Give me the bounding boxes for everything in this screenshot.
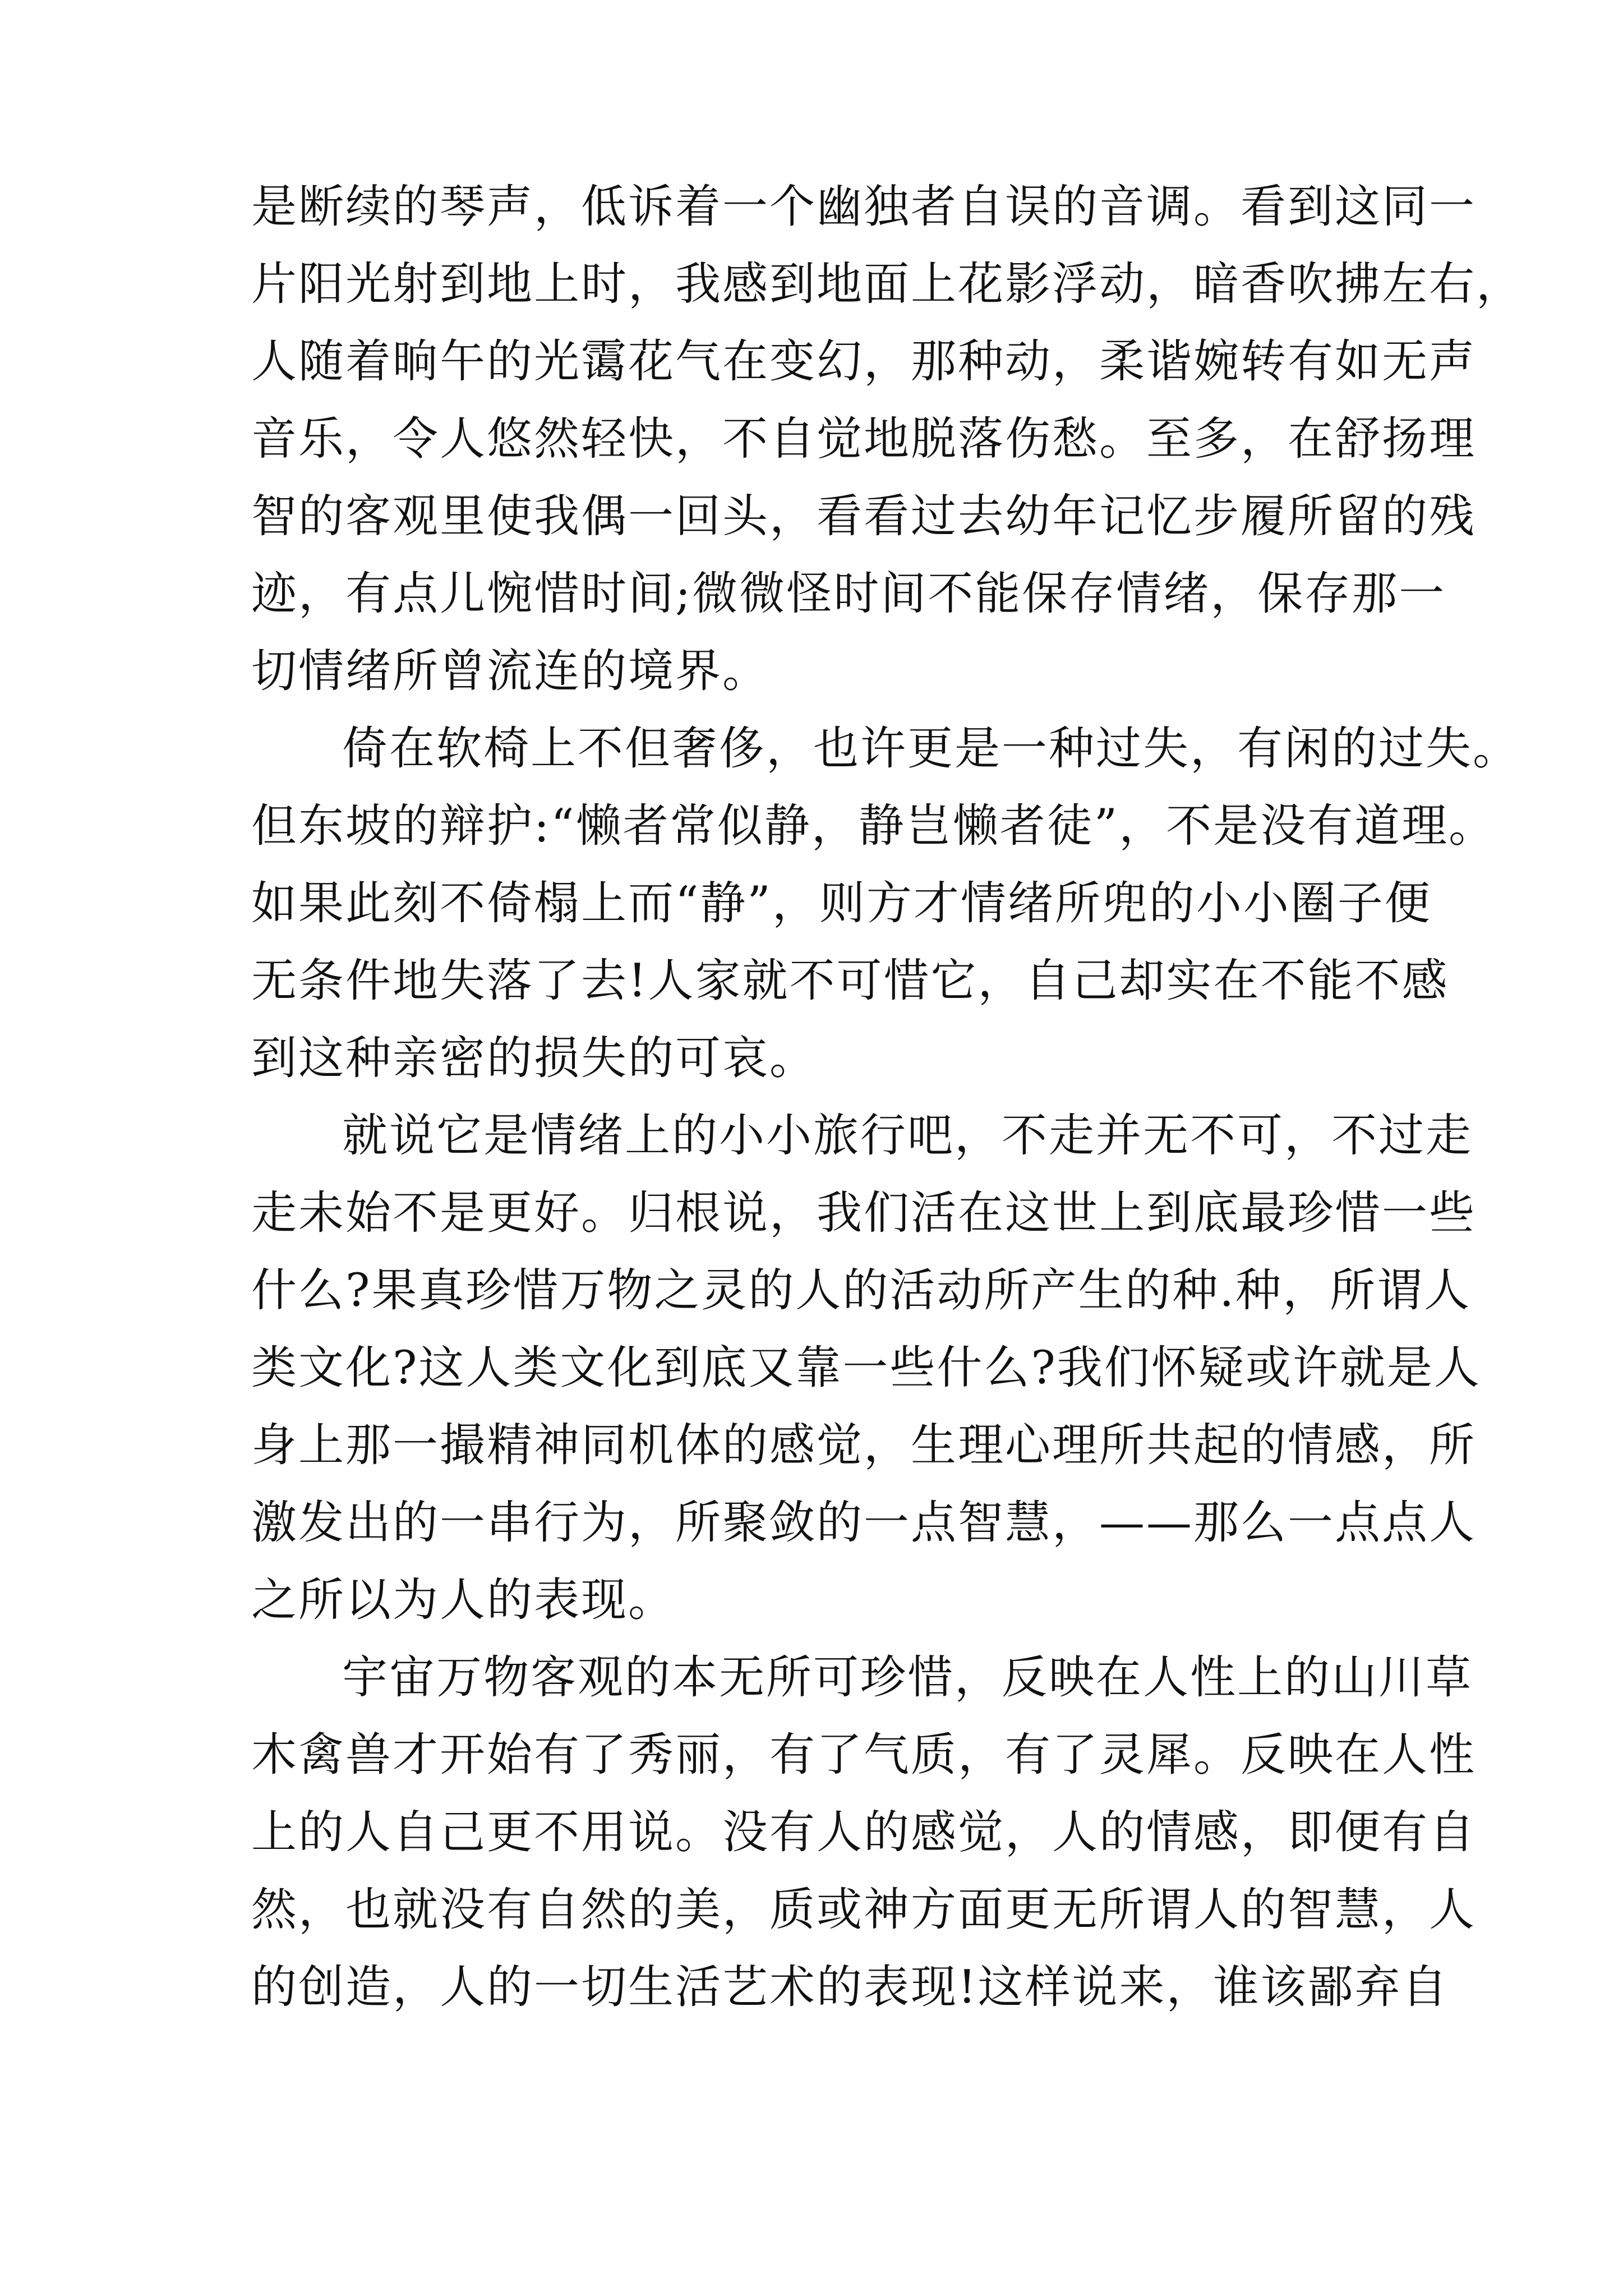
text-line: 人随着晌午的光霭花气在变幻，那种动，柔谐婉转有如无声 (251, 335, 1477, 388)
text-line: 但东坡的辩护:“懒者常似静，静岂懒者徒”，不是没有道理。 (251, 800, 1496, 853)
text-line: 切情绪所曾流连的境界。 (251, 645, 770, 698)
text-line: 然，也就没有自然的美，质或神方面更无所谓人的智慧，人 (251, 1884, 1477, 1936)
paragraph-first-line: 就说它是情绪上的小小旅行吧，不走并无不可，不过走 (342, 1110, 1473, 1162)
text-line: 身上那一撮精神同机体的感觉，生理心理所共起的情感，所 (251, 1419, 1477, 1472)
text-line: 智的客观里使我偶一回头，看看过去幼年记忆步履所留的残 (251, 490, 1477, 543)
text-line: 类文化?这人类文化到底又靠一些什么?我们怀疑或许就是人 (251, 1342, 1481, 1395)
text-line: 无条件地失落了去!人家就不可惜它，自己却实在不能不感 (251, 955, 1449, 1007)
text-line: 音乐，令人悠然轻快，不自觉地脱落伤愁。至多，在舒扬理 (251, 413, 1477, 466)
text-line: 上的人自己更不用说。没有人的感觉，人的情感，即便有自 (251, 1806, 1477, 1859)
paragraph-first-line: 宇宙万物客观的本无所可珍惜，反映在人性上的山川草 (342, 1651, 1473, 1704)
text-line: 激发出的一串行为，所聚敛的一点智慧，——那么一点点人 (251, 1497, 1477, 1549)
text-line: 木禽兽才开始有了秀丽，有了气质，有了灵犀。反映在人性 (251, 1729, 1477, 1782)
text-line: 迹，有点儿惋惜时间;微微怪时间不能保存情绪，保存那一 (251, 568, 1446, 620)
text-line: 什么?果真珍惜万物之灵的人的活动所产生的种.种，所谓人 (251, 1264, 1472, 1317)
text-line: 片阳光射到地上时，我感到地面上花影浮动，暗香吹拂左右， (251, 258, 1524, 311)
paragraph-first-line: 倚在软椅上不但奢侈，也许更是一种过失，有闲的过失。 (342, 723, 1520, 775)
text-line: 是断续的琴声，低诉着一个幽独者自误的音调。看到这同一 (251, 181, 1477, 233)
body-text (251, 168, 1524, 2026)
text-line: 的创造，人的一切生活艺术的表现!这样说来，谁该鄙弃自 (251, 1961, 1449, 2014)
text-line: 之所以为人的表现。 (251, 1574, 676, 1627)
text-line: 走未始不是更好。归根说，我们活在这世上到底最珍惜一些 (251, 1187, 1477, 1240)
text-line: 如果此刻不倚榻上而“静”，则方才情绪所兜的小小圈子便 (251, 877, 1432, 930)
text-line: 到这种亲密的损失的可哀。 (251, 1032, 817, 1085)
